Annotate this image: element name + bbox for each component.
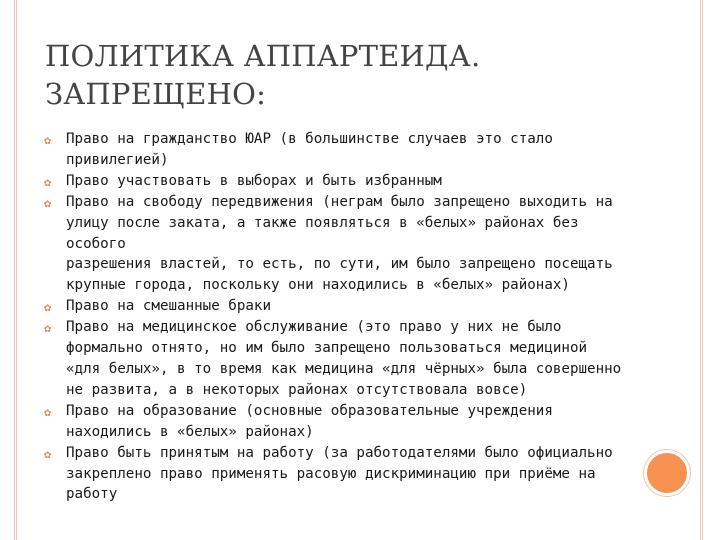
flower-bullet-icon: ✿ [44,195,52,210]
right-frame-border [700,0,703,540]
bullet-item [44,401,644,443]
bullet-text: Право участвовать в выборах и быть избранным [66,172,442,189]
decorative-orange-circle [644,450,690,496]
bullet-item [44,443,644,506]
bullet-item [44,317,644,401]
bullet-item [44,192,644,297]
bullet-item [44,171,644,192]
bullet-text: Право на гражданство ЮАР (в большинстве случаев это стало привилегией) [66,131,553,168]
flower-bullet-icon: ✿ [44,321,52,336]
left-frame-border [14,0,17,540]
title-line-1: ПОЛИТИКА АППАРТЕИДА. [45,39,481,73]
bullet-text: Право на медицинское обслуживание (это право у них не было формально отнято, но им было запрещено пользоваться медициной «для белых», в то время как медицина «для чёрных» была совершенно не развита, а в некоторых районах отсутствовала вовсе) [66,319,622,398]
bullet-text: Право на свободу передвижения (неграм было запрещено выходить на улицу после заката, а также появляться в «белых» районах без особого разрешения властей, то есть, по сути, им было запрещено посещать крупные города, поскольку они находились в «белых» районах) [66,193,613,294]
flower-bullet-icon: ✿ [44,446,52,461]
flower-bullet-icon: ✿ [44,133,52,147]
bullet-item [44,296,644,317]
bullet-text: Право на образование (основные образовательные учреждения находились в «белых» районах) [66,402,553,440]
bullet-list [44,129,644,505]
bullet-text: Право быть принятым на работу (за работодателями было официально закреплено право применять расовую дискриминацию при приёме на работу [66,444,613,503]
title-line-2: ЗАПРЕЩЕНО: [45,77,267,111]
slide-title [45,37,645,113]
flower-bullet-icon: ✿ [44,300,52,315]
bullet-item [44,129,644,171]
flower-bullet-icon: ✿ [44,404,52,419]
flower-bullet-icon: ✿ [44,174,52,189]
bullet-text: Право на смешанные браки [66,298,271,315]
